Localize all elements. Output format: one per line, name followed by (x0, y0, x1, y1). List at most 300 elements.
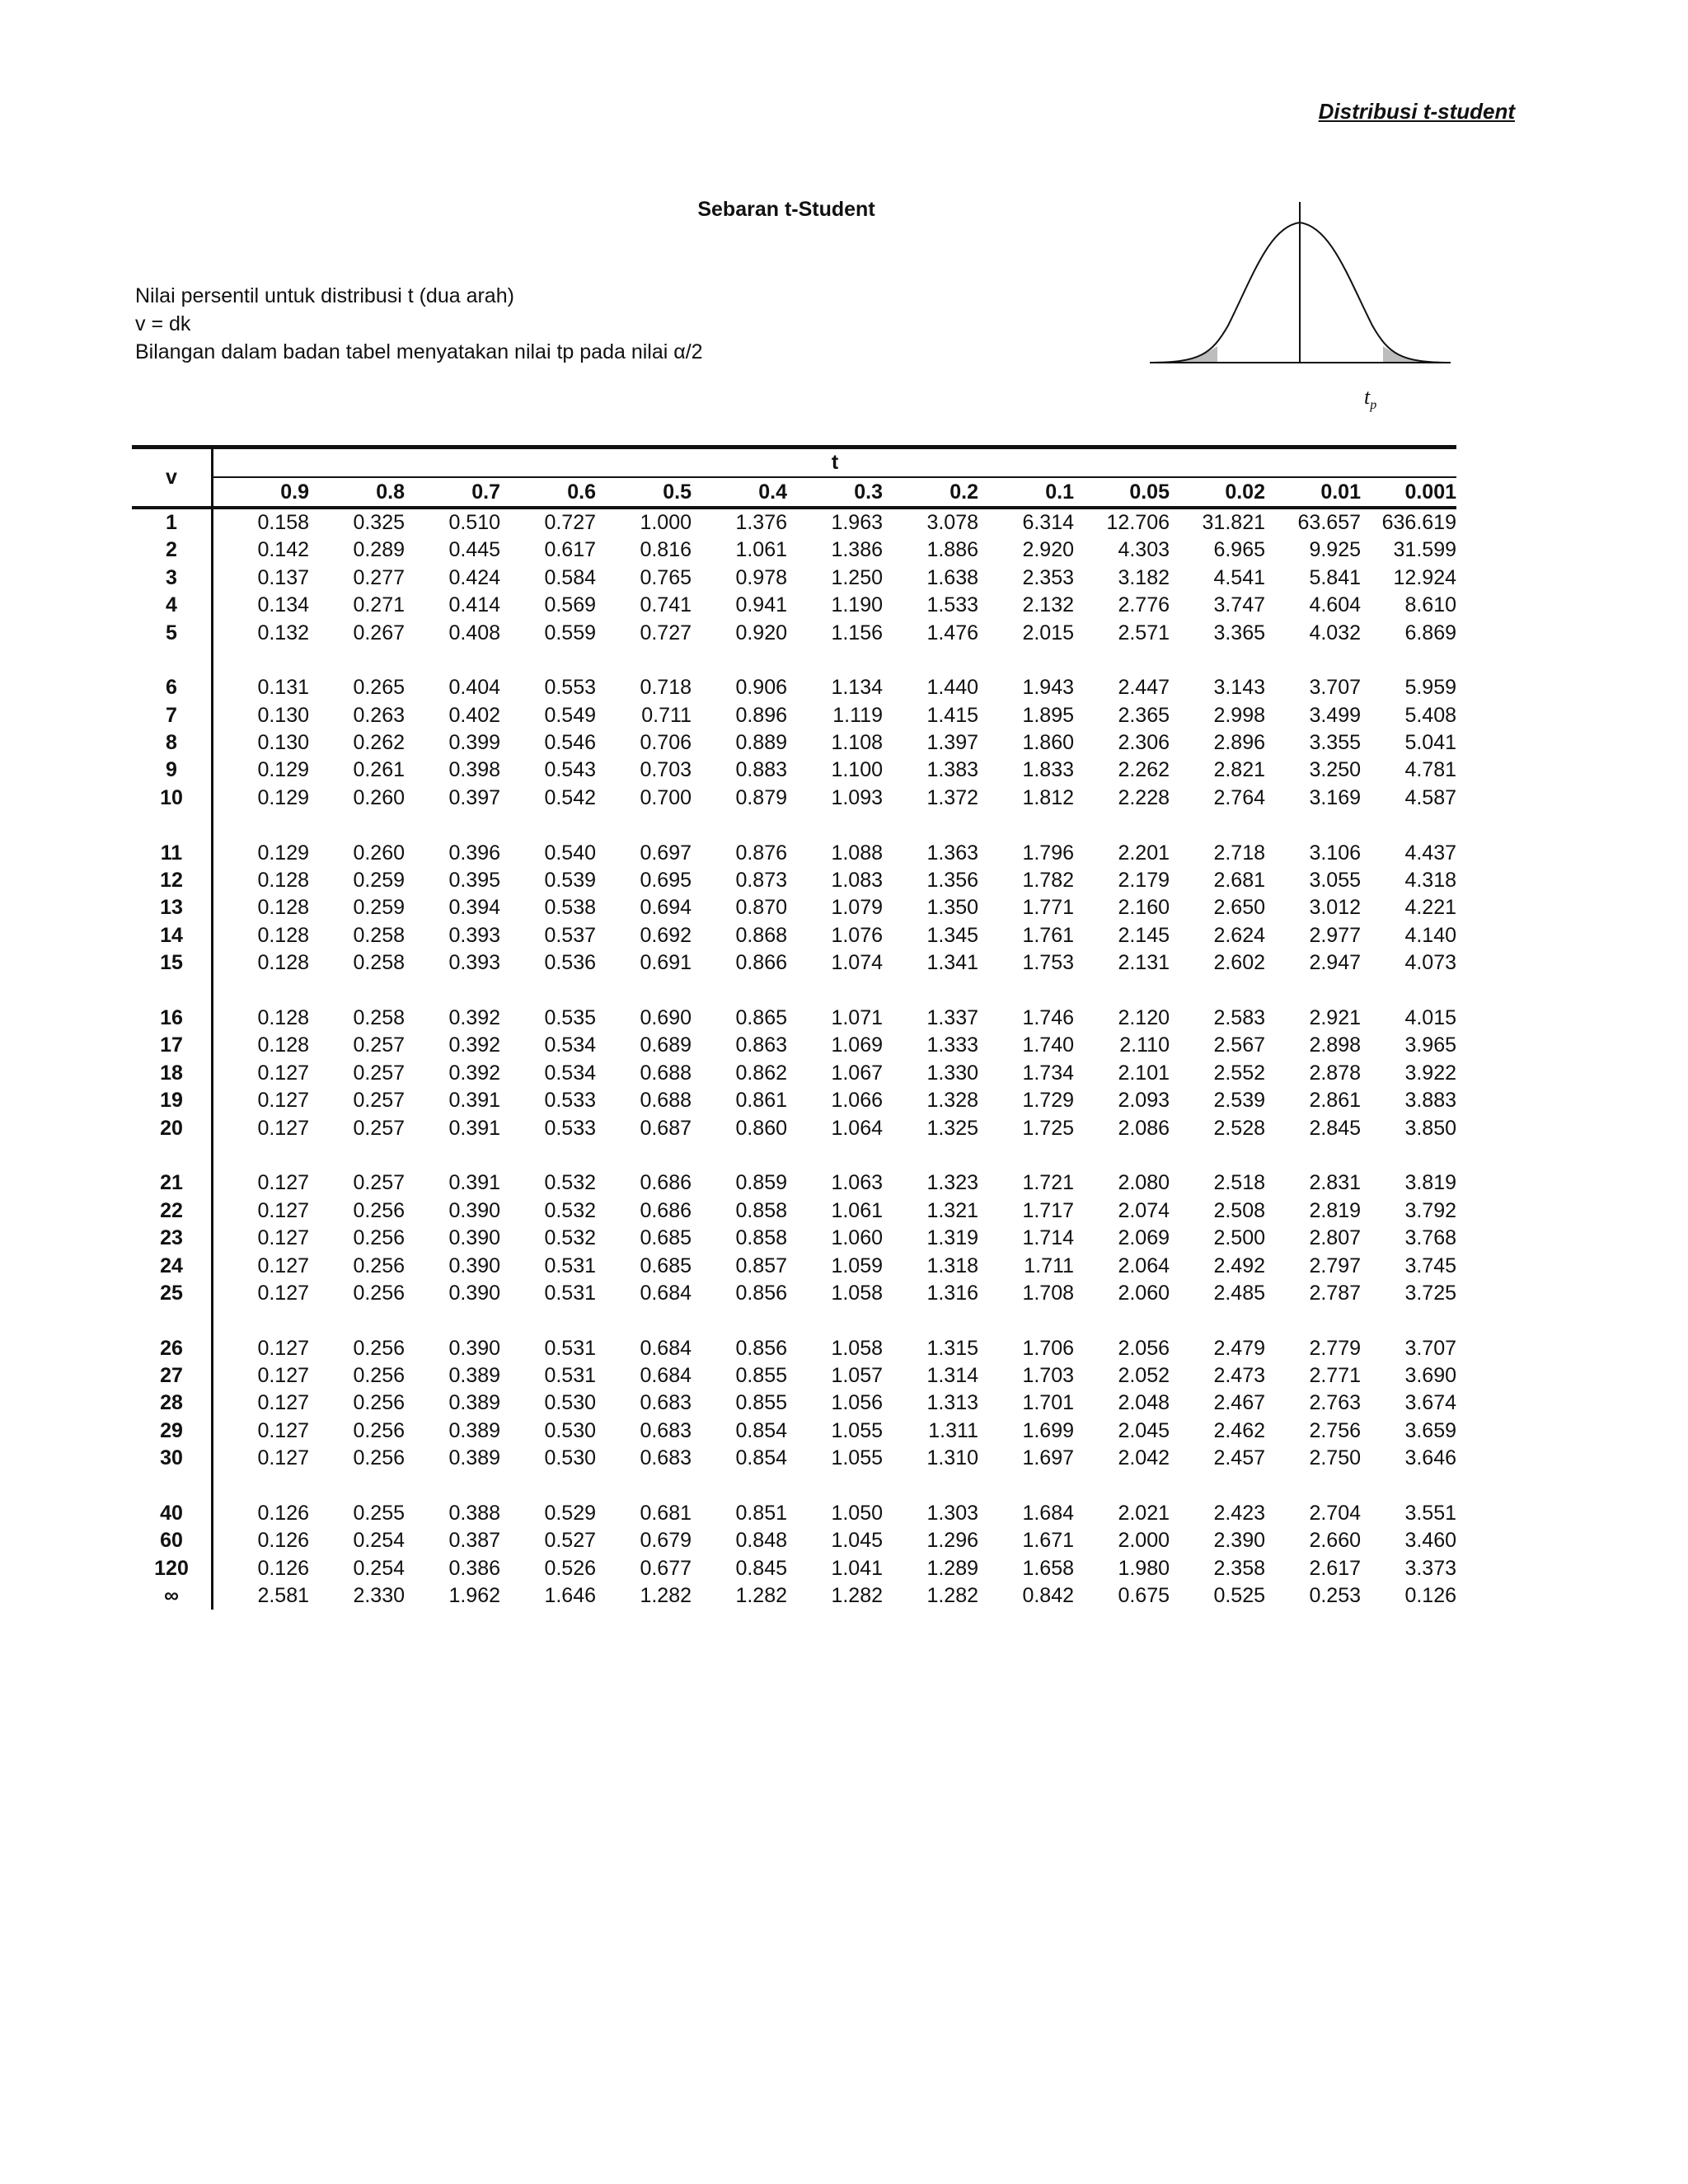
value-cell: 2.571 (1118, 621, 1170, 644)
value-cell: 31.599 (1393, 538, 1456, 562)
value-cell: 1.066 (831, 1089, 883, 1113)
value-cell: 0.978 (735, 565, 787, 589)
value-cell: 1.250 (831, 565, 883, 589)
table-row (132, 565, 1456, 592)
value-cell: 2.878 (1309, 1061, 1361, 1085)
value-cell: 0.677 (640, 1556, 692, 1580)
value-cell: 5.959 (1404, 676, 1456, 700)
value-cell: 2.485 (1213, 1281, 1265, 1305)
value-cell: 4.015 (1404, 1006, 1456, 1029)
value-cell: 2.473 (1213, 1364, 1265, 1388)
value-cell: 1.045 (831, 1529, 883, 1553)
df-cell: 25 (132, 1280, 213, 1307)
value-cell: 0.389 (448, 1446, 500, 1470)
table-row (132, 1087, 1456, 1114)
value-cell: 0.390 (448, 1254, 500, 1277)
value-cell: 2.052 (1118, 1364, 1170, 1388)
value-cell: 1.963 (831, 510, 883, 534)
value-cell: 1.057 (831, 1364, 883, 1388)
value-cell: 3.922 (1404, 1061, 1456, 1085)
df-cell: 40 (132, 1500, 213, 1527)
value-cell: 0.127 (257, 1061, 309, 1085)
value-cell: 3.745 (1404, 1254, 1456, 1277)
value-cell: 0.549 (544, 703, 596, 727)
value-cell: 0.127 (257, 1226, 309, 1250)
value-cell: 0.863 (735, 1033, 787, 1057)
value-cell: 1.833 (1022, 758, 1074, 782)
spacer-cell (132, 1307, 213, 1334)
description-line-2: v = dk (135, 312, 191, 335)
value-cell: 1.383 (926, 758, 978, 782)
value-cell: 2.947 (1309, 951, 1361, 975)
value-cell: 2.797 (1309, 1254, 1361, 1277)
value-cell: 2.896 (1213, 731, 1265, 755)
value-cell: 0.128 (257, 1033, 309, 1057)
value-cell: 1.671 (1022, 1529, 1074, 1553)
value-cell: 0.127 (257, 1254, 309, 1277)
value-cell: 1.100 (831, 758, 883, 782)
value-cell: 1.108 (831, 731, 883, 755)
value-cell: 0.258 (353, 923, 405, 947)
value-cell: 5.841 (1309, 565, 1361, 589)
spacer-cell (213, 812, 1457, 839)
column-header: 0.01 (1265, 477, 1361, 507)
df-cell: 6 (132, 674, 213, 701)
value-cell: 0.532 (544, 1226, 596, 1250)
value-cell: 2.539 (1213, 1089, 1265, 1113)
document-title: Sebaran t-Student (697, 198, 875, 221)
value-cell: 1.703 (1022, 1364, 1074, 1388)
value-cell: 2.000 (1118, 1529, 1170, 1553)
table-row (132, 1362, 1456, 1390)
value-cell: 2.262 (1118, 758, 1170, 782)
df-cell: 8 (132, 729, 213, 757)
value-cell: 0.530 (544, 1446, 596, 1470)
value-cell: 1.699 (1022, 1418, 1074, 1442)
value-cell: 0.399 (448, 731, 500, 755)
value-cell: 2.819 (1309, 1198, 1361, 1222)
value-cell: 0.258 (353, 951, 405, 975)
table-row (132, 1445, 1456, 1472)
value-cell: 0.256 (353, 1226, 405, 1250)
value-cell: 0.257 (353, 1089, 405, 1113)
value-cell: 0.129 (257, 758, 309, 782)
value-cell: 2.528 (1213, 1116, 1265, 1140)
value-cell: 0.388 (448, 1502, 500, 1526)
value-cell: 0.392 (448, 1061, 500, 1085)
value-cell: 1.058 (831, 1281, 883, 1305)
value-cell: 0.127 (257, 1281, 309, 1305)
value-cell: 2.583 (1213, 1006, 1265, 1029)
value-cell: 0.543 (544, 758, 596, 782)
tp-label-sub: p (1370, 398, 1377, 413)
value-cell: 0.540 (544, 841, 596, 865)
value-cell: 3.747 (1213, 593, 1265, 617)
value-cell: 0.873 (735, 869, 787, 893)
value-cell: 2.467 (1213, 1391, 1265, 1415)
value-cell: 0.259 (353, 896, 405, 920)
value-cell: 0.391 (448, 1171, 500, 1195)
value-cell: 0.127 (257, 1364, 309, 1388)
value-cell: 0.254 (353, 1529, 405, 1553)
value-cell: 0.127 (257, 1116, 309, 1140)
df-cell: 7 (132, 702, 213, 729)
value-cell: 0.856 (735, 1281, 787, 1305)
value-cell: 2.552 (1213, 1061, 1265, 1085)
value-cell: 1.063 (831, 1171, 883, 1195)
value-cell: 0.686 (640, 1171, 692, 1195)
table-row (132, 867, 1456, 894)
value-cell: 3.819 (1404, 1171, 1456, 1195)
value-cell: 1.071 (831, 1006, 883, 1029)
value-cell: 6.869 (1404, 621, 1456, 644)
value-cell: 0.876 (735, 841, 787, 865)
value-cell: 4.221 (1404, 896, 1456, 920)
value-cell: 0.408 (448, 621, 500, 644)
value-cell: 0.858 (735, 1226, 787, 1250)
value-cell: 0.392 (448, 1033, 500, 1057)
value-cell: 2.920 (1022, 538, 1074, 562)
value-cell: 1.753 (1022, 951, 1074, 975)
value-cell: 0.256 (353, 1281, 405, 1305)
df-cell: 19 (132, 1087, 213, 1114)
table-row (132, 894, 1456, 921)
value-cell: 3.646 (1404, 1446, 1456, 1470)
value-cell: 4.140 (1404, 923, 1456, 947)
value-cell: 4.073 (1404, 951, 1456, 975)
t-table (132, 445, 1456, 1610)
value-cell: 0.527 (544, 1529, 596, 1553)
column-header: 0.05 (1074, 477, 1170, 507)
df-cell: 21 (132, 1169, 213, 1197)
value-cell: 0.855 (735, 1364, 787, 1388)
group-spacer (132, 812, 1456, 839)
value-cell: 2.353 (1022, 565, 1074, 589)
value-cell: 0.532 (544, 1171, 596, 1195)
value-cell: 1.061 (831, 1198, 883, 1222)
value-cell: 1.311 (928, 1418, 978, 1442)
value-cell: 1.333 (926, 1033, 978, 1057)
value-cell: 3.106 (1309, 841, 1361, 865)
value-cell: 0.700 (640, 785, 692, 809)
value-cell: 2.977 (1309, 923, 1361, 947)
value-cell: 0.870 (735, 896, 787, 920)
value-cell: 0.681 (640, 1502, 692, 1526)
value-cell: 0.127 (257, 1198, 309, 1222)
table-row (132, 1500, 1456, 1527)
value-cell: 3.768 (1404, 1226, 1456, 1250)
value-cell: 2.617 (1309, 1556, 1361, 1580)
value-cell: 1.093 (831, 785, 883, 809)
value-cell: 0.569 (544, 593, 596, 617)
value-cell: 0.256 (353, 1391, 405, 1415)
value-cell: 0.879 (735, 785, 787, 809)
df-cell: 30 (132, 1445, 213, 1472)
value-cell: 0.865 (735, 1006, 787, 1029)
value-cell: 0.128 (257, 951, 309, 975)
value-cell: 2.045 (1118, 1418, 1170, 1442)
value-cell: 0.533 (544, 1089, 596, 1113)
value-cell: 0.684 (640, 1364, 692, 1388)
value-cell: 0.687 (640, 1116, 692, 1140)
value-cell: 0.389 (448, 1364, 500, 1388)
df-cell: 2 (132, 537, 213, 564)
value-cell: 2.330 (353, 1584, 405, 1608)
value-cell: 0.256 (353, 1336, 405, 1360)
value-cell: 3.355 (1309, 731, 1361, 755)
table-row (132, 1390, 1456, 1417)
value-cell: 2.457 (1213, 1446, 1265, 1470)
value-cell: 1.796 (1022, 841, 1074, 865)
value-cell: 0.402 (448, 703, 500, 727)
value-cell: 2.145 (1118, 923, 1170, 947)
value-cell: 0.126 (1404, 1584, 1456, 1608)
value-cell: 1.056 (831, 1391, 883, 1415)
value-cell: 1.315 (926, 1336, 978, 1360)
value-cell: 1.067 (831, 1061, 883, 1085)
value-cell: 2.492 (1213, 1254, 1265, 1277)
value-cell: 0.389 (448, 1418, 500, 1442)
value-cell: 0.396 (448, 841, 500, 865)
value-cell: 0.679 (640, 1529, 692, 1553)
value-cell: 3.883 (1404, 1089, 1456, 1113)
value-cell: 3.707 (1404, 1336, 1456, 1360)
value-cell: 1.088 (831, 841, 883, 865)
column-header: 0.3 (787, 477, 883, 507)
tp-label-main: t (1364, 385, 1371, 409)
value-cell: 2.086 (1118, 1116, 1170, 1140)
value-cell: 2.718 (1213, 841, 1265, 865)
value-cell: 1.323 (926, 1171, 978, 1195)
value-cell: 1.376 (735, 510, 787, 534)
value-cell: 2.093 (1118, 1089, 1170, 1113)
value-cell: 2.179 (1118, 869, 1170, 893)
value-cell: 0.134 (257, 593, 309, 617)
value-cell: 0.256 (353, 1446, 405, 1470)
value-cell: 2.462 (1213, 1418, 1265, 1442)
value-cell: 0.261 (353, 758, 405, 782)
value-cell: 0.277 (353, 565, 405, 589)
value-cell: 0.129 (257, 841, 309, 865)
value-cell: 2.365 (1118, 703, 1170, 727)
value-cell: 1.303 (926, 1502, 978, 1526)
value-cell: 0.542 (544, 785, 596, 809)
df-cell: 16 (132, 1005, 213, 1032)
value-cell: 2.048 (1118, 1391, 1170, 1415)
table-row (132, 1032, 1456, 1059)
value-cell: 0.531 (544, 1281, 596, 1305)
df-cell: 27 (132, 1362, 213, 1390)
value-cell: 0.688 (640, 1089, 692, 1113)
value-cell: 0.538 (544, 896, 596, 920)
value-cell: 0.127 (257, 1391, 309, 1415)
column-header: 0.5 (596, 477, 692, 507)
value-cell: 2.845 (1309, 1116, 1361, 1140)
df-cell: ∞ (132, 1582, 213, 1610)
value-cell: 0.883 (735, 758, 787, 782)
value-cell: 2.447 (1118, 676, 1170, 700)
value-cell: 0.617 (544, 538, 596, 562)
value-cell: 1.415 (926, 703, 978, 727)
table-row (132, 1197, 1456, 1225)
df-cell: 14 (132, 922, 213, 949)
value-cell: 1.895 (1022, 703, 1074, 727)
value-cell: 2.500 (1213, 1226, 1265, 1250)
value-cell: 2.779 (1309, 1336, 1361, 1360)
t-distribution-curve-figure (1150, 198, 1451, 420)
value-cell: 2.821 (1213, 758, 1265, 782)
value-cell: 0.906 (735, 676, 787, 700)
value-cell: 1.886 (926, 538, 978, 562)
description-line-1: Nilai persentil untuk distribusi t (dua arah) (135, 284, 514, 307)
value-cell: 1.083 (831, 869, 883, 893)
value-cell: 0.130 (257, 731, 309, 755)
value-cell: 1.646 (544, 1584, 596, 1608)
table-row (132, 922, 1456, 949)
table-row (132, 1527, 1456, 1554)
value-cell: 1.079 (831, 896, 883, 920)
page-header: Distribusi t-student (1318, 99, 1515, 124)
value-cell: 0.254 (353, 1556, 405, 1580)
value-cell: 1.729 (1022, 1089, 1074, 1113)
value-cell: 1.740 (1022, 1033, 1074, 1057)
value-cell: 1.000 (640, 510, 692, 534)
value-cell: 1.746 (1022, 1006, 1074, 1029)
value-cell: 0.530 (544, 1391, 596, 1415)
value-cell: 3.551 (1404, 1502, 1456, 1526)
value-cell: 0.889 (735, 731, 787, 755)
value-cell: 0.896 (735, 703, 787, 727)
df-cell: 13 (132, 894, 213, 921)
value-cell: 0.158 (257, 510, 309, 534)
value-cell: 1.860 (1022, 731, 1074, 755)
spacer-cell (213, 647, 1457, 674)
column-header: 0.8 (309, 477, 405, 507)
value-cell: 2.921 (1309, 1006, 1361, 1029)
value-cell: 1.771 (1022, 896, 1074, 920)
value-cell: 0.397 (448, 785, 500, 809)
value-cell: 0.325 (353, 510, 405, 534)
column-header: 0.9 (213, 477, 310, 507)
spacer-cell (132, 1472, 213, 1499)
df-cell: 29 (132, 1418, 213, 1445)
value-cell: 2.110 (1119, 1033, 1170, 1057)
value-cell: 0.391 (448, 1089, 500, 1113)
value-cell: 0.859 (735, 1171, 787, 1195)
value-cell: 1.330 (926, 1061, 978, 1085)
value-cell: 0.260 (353, 785, 405, 809)
value-cell: 1.061 (735, 538, 787, 562)
value-cell: 2.056 (1118, 1336, 1170, 1360)
value-cell: 0.398 (448, 758, 500, 782)
value-cell: 0.531 (544, 1364, 596, 1388)
value-cell: 0.685 (640, 1226, 692, 1250)
value-cell: 2.807 (1309, 1226, 1361, 1250)
value-cell: 0.390 (448, 1281, 500, 1305)
value-cell: 2.423 (1213, 1502, 1265, 1526)
value-cell: 0.845 (735, 1556, 787, 1580)
value-cell: 0.675 (1118, 1584, 1170, 1608)
value-cell: 1.156 (831, 621, 883, 644)
value-cell: 1.119 (832, 703, 883, 727)
value-cell: 2.042 (1118, 1446, 1170, 1470)
value-cell: 0.816 (640, 538, 692, 562)
value-cell: 0.530 (544, 1418, 596, 1442)
value-cell: 1.069 (831, 1033, 883, 1057)
value-cell: 2.518 (1213, 1171, 1265, 1195)
value-cell: 3.965 (1404, 1033, 1456, 1057)
value-cell: 1.328 (926, 1089, 978, 1113)
value-cell: 0.253 (1309, 1584, 1361, 1608)
value-cell: 2.750 (1309, 1446, 1361, 1470)
value-cell: 0.532 (544, 1198, 596, 1222)
value-cell: 2.015 (1022, 621, 1074, 644)
value-cell: 0.727 (544, 510, 596, 534)
table-row (132, 1280, 1456, 1307)
column-header: 0.001 (1361, 477, 1456, 507)
value-cell: 3.659 (1404, 1418, 1456, 1442)
value-cell: 0.127 (257, 1336, 309, 1360)
value-cell: 1.684 (1022, 1502, 1074, 1526)
value-cell: 3.707 (1309, 676, 1361, 700)
value-cell: 0.392 (448, 1006, 500, 1029)
value-cell: 0.129 (257, 785, 309, 809)
value-cell: 2.064 (1118, 1254, 1170, 1277)
value-cell: 0.393 (448, 923, 500, 947)
value-cell: 1.310 (926, 1446, 978, 1470)
value-cell: 3.850 (1404, 1116, 1456, 1140)
value-cell: 1.055 (831, 1446, 883, 1470)
value-cell: 2.776 (1118, 593, 1170, 617)
value-cell: 0.256 (353, 1418, 405, 1442)
value-cell: 0.395 (448, 869, 500, 893)
value-cell: 2.080 (1118, 1171, 1170, 1195)
value-cell: 2.131 (1118, 951, 1170, 975)
value-cell: 0.854 (735, 1446, 787, 1470)
value-cell: 2.306 (1118, 731, 1170, 755)
value-cell: 0.695 (640, 869, 692, 893)
value-cell: 0.706 (640, 731, 692, 755)
value-cell: 1.533 (926, 593, 978, 617)
value-cell: 0.868 (735, 923, 787, 947)
value-cell: 0.127 (257, 1446, 309, 1470)
value-cell: 1.319 (926, 1226, 978, 1250)
value-cell: 0.126 (257, 1502, 309, 1526)
df-cell: 120 (132, 1555, 213, 1582)
value-cell: 0.127 (257, 1089, 309, 1113)
table-row (132, 674, 1456, 701)
value-cell: 0.525 (1213, 1584, 1265, 1608)
table-row (132, 1114, 1456, 1141)
value-cell: 0.390 (448, 1226, 500, 1250)
value-cell: 1.386 (831, 538, 883, 562)
value-cell: 5.408 (1404, 703, 1456, 727)
value-cell: 0.526 (544, 1556, 596, 1580)
value-cell: 4.437 (1404, 841, 1456, 865)
value-cell: 2.681 (1213, 869, 1265, 893)
spacer-cell (213, 1307, 1457, 1334)
value-cell: 5.041 (1404, 731, 1456, 755)
value-cell: 4.587 (1404, 785, 1456, 809)
value-cell: 2.998 (1213, 703, 1265, 727)
value-cell: 1.282 (640, 1584, 692, 1608)
value-cell: 1.337 (926, 1006, 978, 1029)
value-cell: 0.711 (641, 703, 692, 727)
value-cell: 2.228 (1118, 785, 1170, 809)
table-row (132, 1582, 1456, 1610)
value-cell: 0.690 (640, 1006, 692, 1029)
spacer-cell (132, 1142, 213, 1169)
